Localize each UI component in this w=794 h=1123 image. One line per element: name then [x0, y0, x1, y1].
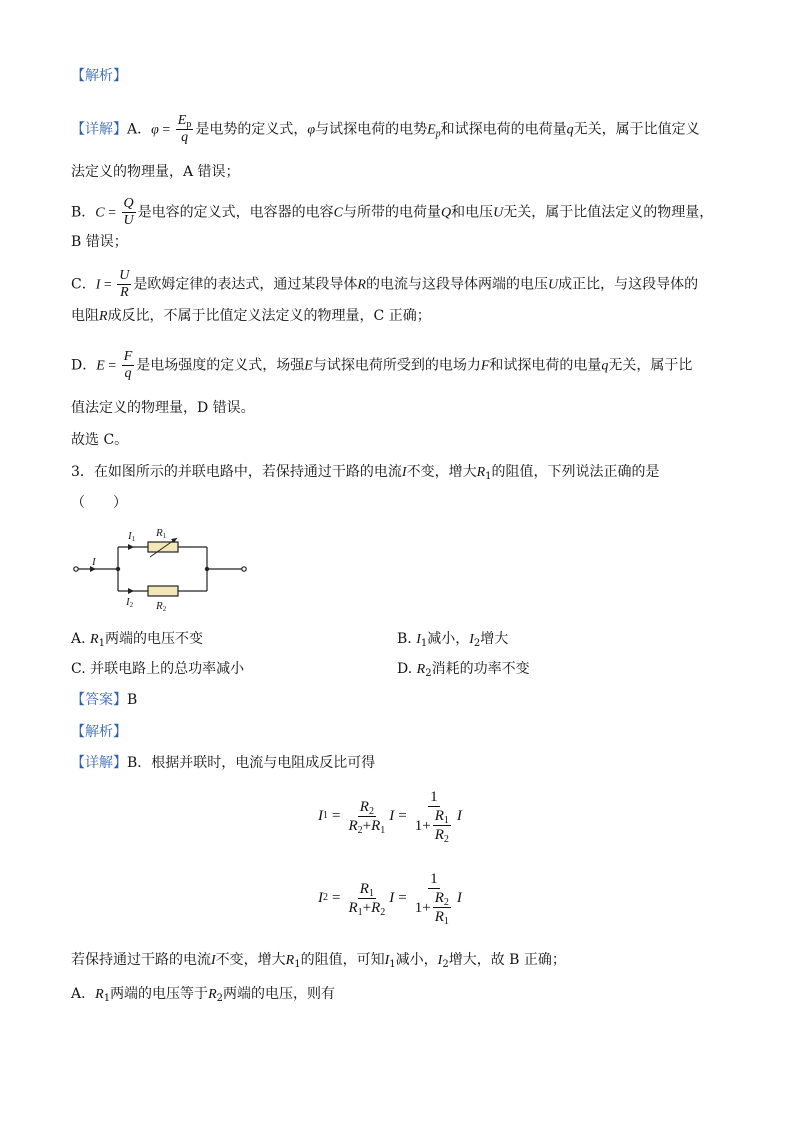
label-r1: R1 [156, 527, 167, 540]
junction-right [205, 567, 209, 571]
explanation-line-b2: B 错误； [71, 234, 128, 250]
explanation-line-b: B．C = $\frac{Q}{U}$ 是电容的定义式，电容器的电容C与所带的电荷量Q和电压U无关，属于比值法定义的物理量， [71, 196, 714, 228]
explanation-line-c2: 电阻R成反比，不属于比值定义法定义的物理量，C 正确； [71, 308, 431, 324]
junction-left [116, 567, 120, 571]
parallel-circuit-diagram [70, 525, 255, 620]
option-a[interactable]: A. $R_1$两端的电压不变 [71, 631, 203, 649]
resistor-r1 [148, 542, 178, 552]
option-c[interactable]: C. 并联电路上的总功率减小 [71, 661, 245, 677]
detail-label-1: 【详解】 [71, 121, 127, 138]
terminal-left [74, 567, 78, 571]
fraction-u-over-r: $\frac{U}{R}$ [119, 268, 130, 300]
terminal-right [242, 567, 246, 571]
fraction-f-over-q: $\frac{F}{q}$ [123, 349, 133, 381]
equation-i2: I 2 = $\frac{R_1}{R_1+R_2}$ I = 1 1+ $\frac{R_2}{R_1}$ I [318, 871, 462, 927]
detail-line-2: 【详解】B．根据并联时，电流与电阻成反比可得 [71, 755, 376, 771]
label-i: I [92, 556, 96, 568]
conclusion-line: 若保持通过干路的电流I不变，增大$R_1$的阻值，可知$I_1$减小，$I_2$增大，故 B 正确； [71, 952, 566, 970]
question-3-stem: 3．在如图所示的并联电路中，若保持通过干路的电流I不变，增大$R_1$的阻值，下列说法正确的是 [71, 464, 660, 482]
explanation-line-d2: 值法定义的物理量，D 错误。 [71, 400, 255, 416]
label-i1: I1 [128, 530, 136, 543]
arrow-i2 [128, 588, 134, 594]
label-r2: R2 [156, 600, 167, 613]
explanation-line-a2: 法定义的物理量，A 错误； [71, 164, 240, 180]
answer-line: 【答案】B [71, 692, 138, 708]
explanation-line-a: 【详解】A．φ = $\frac{E_p}{q}$ 是电势的定义式，φ与试探电荷的电势$E_p$和试探电荷的电荷量q无关，属于比值定义 [71, 113, 700, 145]
equation-i1: I 1 = $\frac{R_2}{R_2+R_1}$ I = 1 1+ $\frac{R_1}{R_2}$ I [318, 789, 462, 845]
fraction-ep-over-q: $\frac{E_p}{q}$ [177, 113, 192, 145]
fraction-q-over-u: $\frac{Q}{U}$ [123, 196, 134, 228]
choose-line: 故选 C。 [71, 432, 129, 448]
last-line: A．$R_1$两端的电压等于$R_2$两端的电压，则有 [71, 986, 335, 1004]
question-3-paren: （ ） [71, 495, 127, 511]
analysis-heading-2: 【解析】 [71, 724, 127, 740]
resistor-r2 [148, 586, 178, 596]
explanation-line-c: C．I = $\frac{U}{R}$ 是欧姆定律的表达式，通过某段导体R的电流与这段导体两端的电压U成正比，与这段导体的 [71, 268, 699, 300]
analysis-heading-1: 【解析】 [71, 68, 127, 84]
label-i2: I2 [126, 596, 134, 609]
option-b[interactable]: B. $I_1$减小，$I_2$增大 [397, 631, 509, 649]
explanation-line-d: D．E = $\frac{F}{q}$ 是电场强度的定义式，场强E与试探电荷所受到的电场力F和试探电荷的电量q无关，属于比 [71, 349, 693, 381]
option-d[interactable]: D. $R_2$消耗的功率不变 [397, 661, 530, 679]
arrow-i1 [128, 544, 134, 550]
